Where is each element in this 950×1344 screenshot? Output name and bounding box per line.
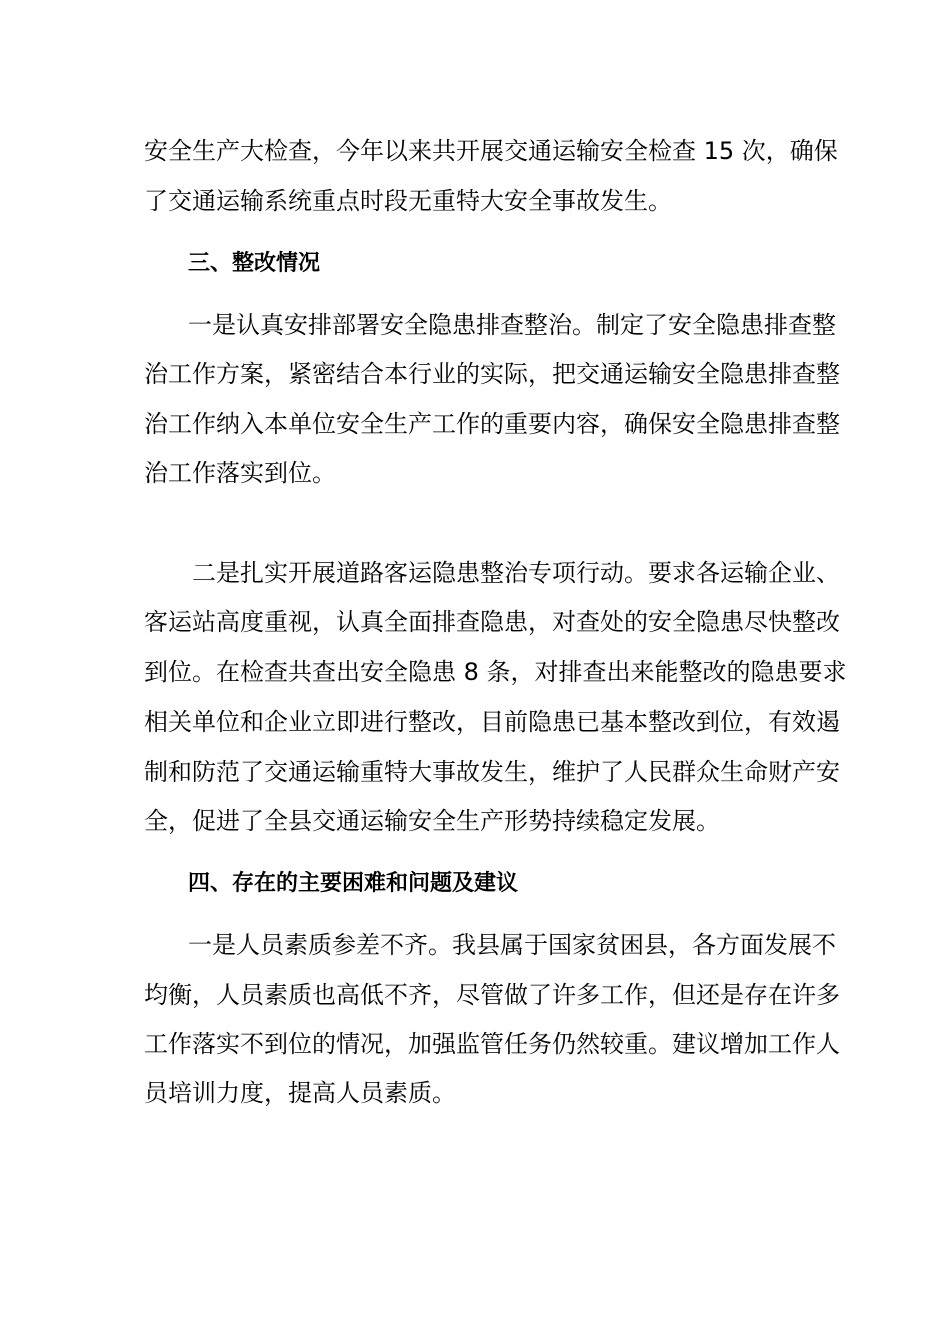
paragraph-line: 安全生产大检查，今年以来共开展交通运输安全检查 15 次，确保 [144, 137, 838, 165]
paragraph-line: 了交通运输系统重点时段无重特大安全事故发生。 [144, 187, 672, 215]
paragraph-line: 一是人员素质参差不齐。我县属于国家贫困县，各方面发展不 [188, 931, 836, 959]
paragraph-line: 制和防范了交通运输重特大事故发生，维护了人民群众生命财产安 [144, 758, 840, 786]
paragraph-line: 员培训力度，提高人员素质。 [144, 1079, 456, 1107]
paragraph-line: 均衡，人员素质也高低不齐，尽管做了许多工作，但还是存在许多 [144, 981, 840, 1009]
paragraph-line: 治工作纳入本单位安全生产工作的重要内容，确保安全隐患排查整 [144, 410, 840, 438]
paragraph-line: 治工作方案，紧密结合本行业的实际，把交通运输安全隐患排查整 [144, 360, 840, 388]
section-heading-4: 四、存在的主要困难和问题及建议 [188, 871, 519, 896]
section-heading-3: 三、整改情况 [188, 251, 321, 276]
paragraph-line: 客运站高度重视，认真全面排查隐患，对查处的安全隐患尽快整改 [144, 608, 840, 636]
paragraph-line: 一是认真安排部署安全隐患排查整治。制定了安全隐患排查整 [188, 311, 836, 339]
paragraph-line: 到位。在检查共查出安全隐患 8 条，对排查出来能整改的隐患要求 [144, 658, 847, 686]
paragraph-line: 二是扎实开展道路客运隐患整治专项行动。要求各运输企业、 [192, 559, 840, 587]
paragraph-line: 治工作落实到位。 [144, 459, 336, 487]
paragraph-line: 全，促进了全县交通运输安全生产形势持续稳定发展。 [144, 807, 720, 835]
paragraph-line: 工作落实不到位的情况，加强监管任务仍然较重。建议增加工作人 [144, 1030, 840, 1058]
paragraph-line: 相关单位和企业立即进行整改，目前隐患已基本整改到位，有效遏 [144, 708, 840, 736]
